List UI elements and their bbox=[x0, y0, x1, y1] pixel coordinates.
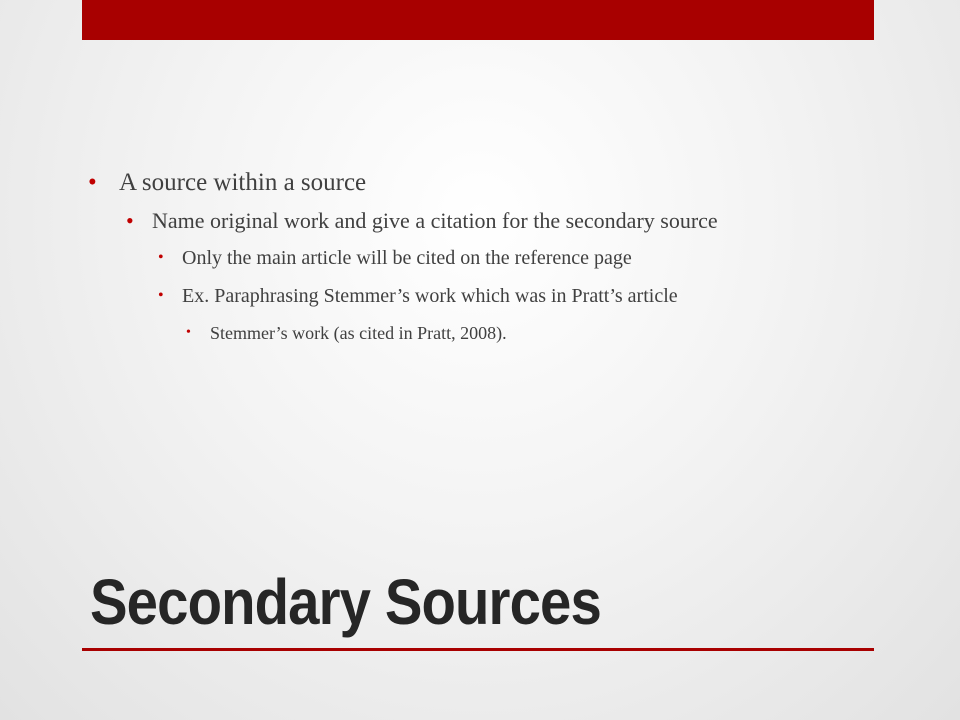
slide-title: Secondary Sources bbox=[90, 566, 601, 638]
slide-body bbox=[88, 165, 878, 345]
bullet-level-4-citation: • Stemmer’s work (as cited in Pratt, 2008). bbox=[186, 321, 878, 345]
top-accent-bar bbox=[82, 0, 874, 40]
bullet-level-3-example: • Ex. Paraphrasing Stemmer’s work which was in Pratt’s article bbox=[158, 283, 878, 309]
bullet-level-1: • A source within a source bbox=[88, 165, 878, 201]
bullet-level-2: • Name original work and give a citation for the secondary source bbox=[126, 207, 832, 235]
title-underline-rule bbox=[82, 648, 874, 651]
bullet-level-3-main-article: • Only the main article will be cited on the reference page bbox=[158, 245, 878, 271]
